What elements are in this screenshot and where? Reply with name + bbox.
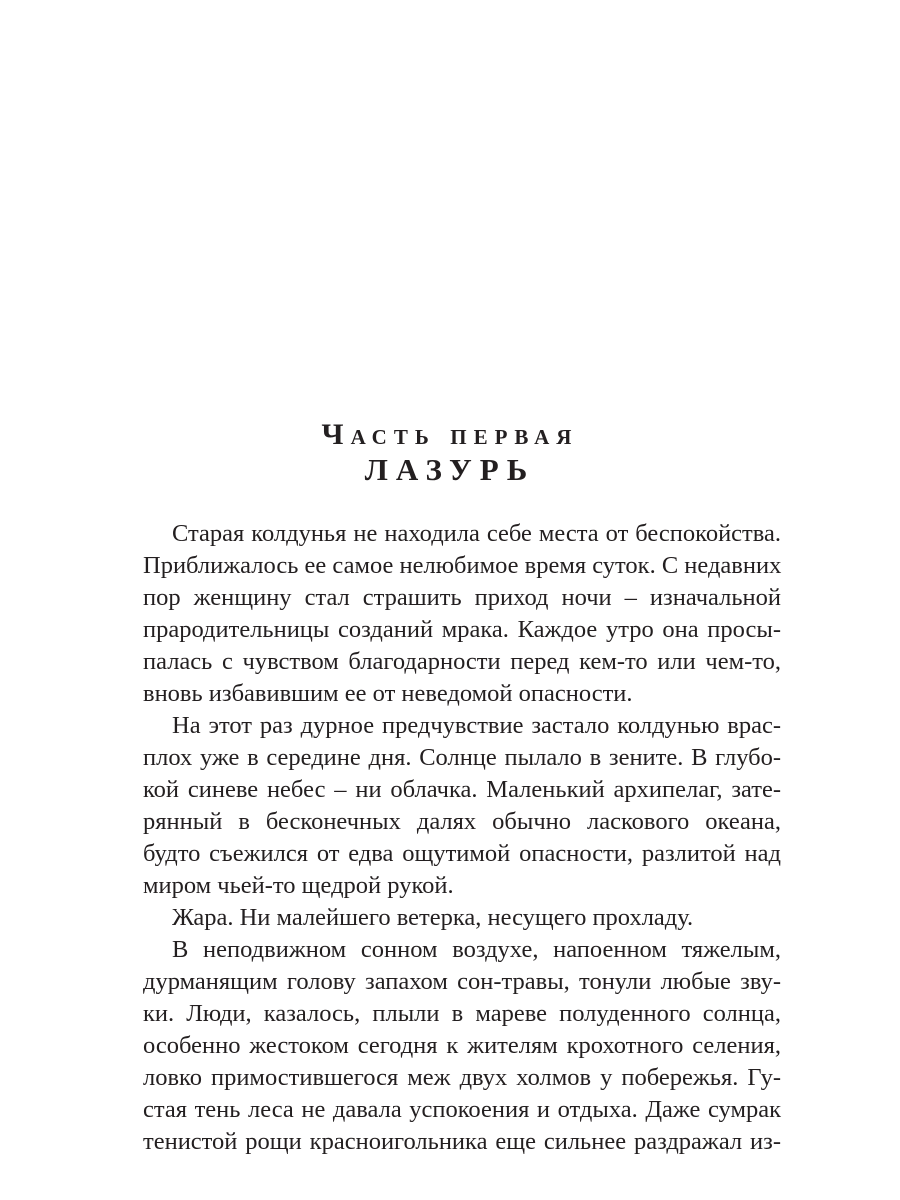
- text-line: особенно жестоком сегодня к жителям крохотного селения,: [143, 1032, 781, 1059]
- text-line: На этот раз дурное предчувствие застало колдунью врас-: [172, 712, 781, 739]
- text-line: Приближалось ее самое нелюбимое время суток. С недавних: [143, 552, 782, 579]
- text-line: дурманящим голову запахом сон-травы, тонули любые зву-: [143, 968, 781, 995]
- text-line: рянный в бесконечных далях обычно ласкового океана,: [143, 808, 781, 835]
- text-line: Жара. Ни малейшего ветерка, несущего прохладу.: [172, 904, 694, 931]
- text-line: кой синеве небес – ни облачка. Маленький архипелаг, зате-: [143, 776, 781, 803]
- text-line: будто съежился от едва ощутимой опасности, разлитой над: [143, 840, 781, 867]
- chapter-title: ЛАЗУРЬ: [364, 452, 536, 487]
- text-line: пор женщину стал страшить приход ночи – изначальной: [143, 584, 781, 611]
- text-line: прародительницы созданий мрака. Каждое утро она просы-: [143, 616, 781, 643]
- text-line: вновь избавившим ее от неведомой опасности.: [143, 680, 633, 707]
- text-line: палась с чувством благодарности перед кем-то или чем-то,: [143, 648, 781, 675]
- part-heading: Часть первая: [321, 418, 579, 451]
- text-line: плох уже в середине дня. Солнце пылало в зените. В глубо-: [143, 744, 781, 771]
- text-line: ки. Люди, казалось, плыли в мареве полуденного солнца,: [143, 1000, 781, 1027]
- text-line: миром чьей-то щедрой рукой.: [143, 872, 454, 899]
- body-text: [143, 518, 781, 1158]
- text-line: Старая колдунья не находила себе места от беспокойства.: [172, 520, 781, 547]
- text-line: ловко примостившегося меж двух холмов у побережья. Гу-: [143, 1064, 781, 1091]
- text-line: В неподвижном сонном воздухе, напоенном тяжелым,: [172, 936, 781, 963]
- text-line: стая тень леса не давала успокоения и отдыха. Даже сумрак: [143, 1096, 781, 1123]
- text-line: тенистой рощи красноигольника еще сильнее раздражал из-: [143, 1128, 781, 1155]
